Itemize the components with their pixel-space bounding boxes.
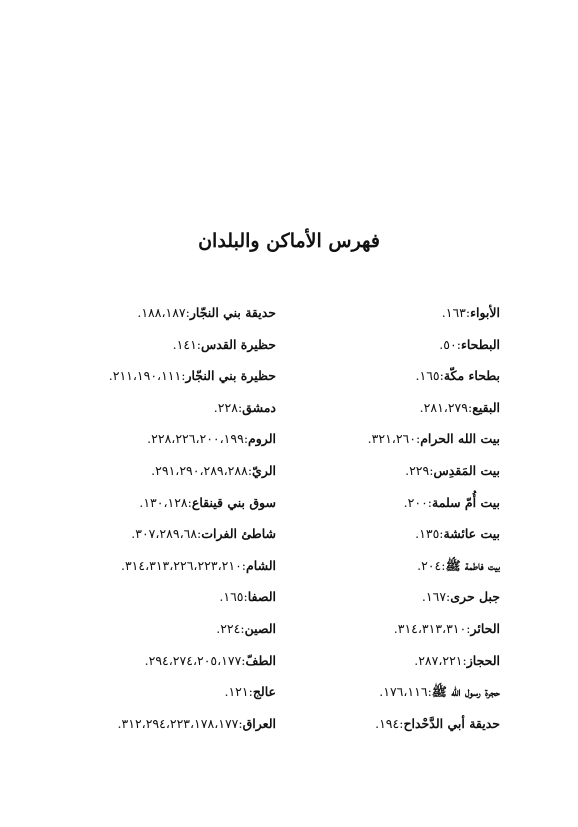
page-numbers: :٣٢١،٢٦٠. [367,431,421,447]
index-entry [66,300,276,332]
place-name: بيت المَقدِس [433,462,500,478]
page-numbers: :١٦٥. [415,368,444,384]
index-entry [260,616,500,648]
page-numbers: :١٨٨،١٨٧. [137,305,190,320]
index-entry [260,490,500,522]
place-name: بيت فاطمة ﷺ [445,557,500,573]
page-numbers: :١٣٥. [415,526,444,542]
index-entry [260,395,500,427]
place-name: حديقة بني النجّار [189,305,276,320]
page-numbers: :١٣٠،١٢٨. [139,494,192,510]
index-entry [66,553,276,585]
place-name: عالج [252,684,276,700]
page-numbers: :٢٠٤. [417,557,446,573]
page-numbers: :٢٢٩. [405,462,434,478]
page-numbers: :٢٩٤،٢٧٤،٢٠٥،١٧٧. [144,652,246,668]
index-entry [66,616,276,648]
page-numbers: :٣١٤،٣١٣،٣١٠. [393,620,471,636]
place-name: سوق بني قينقاع [191,494,276,510]
index-entry [260,300,500,332]
page-title: فهرس الأماكن والبلدان [198,230,380,252]
place-name: الأبواء [470,305,500,320]
place-name: بطحاء مكّة [443,368,500,384]
index-entry [66,332,276,364]
index-entry [260,521,500,553]
place-name: بيت أُمّ سلمة [432,494,500,510]
page-numbers: :٢٨٧،٢٢١. [414,652,467,668]
page-numbers: :٢٢٨،٢٢٦،٢٠٠،١٩٩. [147,431,249,447]
index-entry [260,679,500,711]
index-column-right [260,300,500,742]
page-numbers: :١٤١. [172,336,202,352]
index-entry [260,332,500,364]
page-numbers: :١٧٦،١١٦. [379,684,432,700]
page-numbers: :٢٢٨. [213,399,243,415]
page-numbers: :٢١١،١٩٠،١١١. [108,368,186,384]
index-entry [260,363,500,395]
index-entry [260,426,500,458]
page-numbers: :١٦٥. [219,589,248,605]
place-name: الريّ [252,462,276,478]
place-name: حظيرة بني النجّار [185,368,276,384]
page-numbers: :٣١٤،٣١٣،٢٢٦،٢٢٣،٢١٠. [120,557,247,573]
page-numbers: :٢٩١،٢٩٠،٢٨٩،٢٨٨. [151,462,253,478]
index-entry [260,711,500,743]
place-name: دمشق [242,399,276,415]
page-numbers: :١٦٣. [441,305,471,320]
page-numbers: :٥٠. [439,336,461,352]
page-numbers: :٣٠٧،٢٨٩،٦٨. [131,526,202,542]
index-entry [66,426,276,458]
page-numbers: :٣١٢،٢٩٤،٢٢٣،١٧٨،١٧٧. [117,715,243,731]
index-entry [66,395,276,427]
place-name: بيت عائشة [443,526,500,542]
index-entry [260,584,500,616]
place-name: حديقة أبي الدَّحْداح [403,715,500,731]
place-name: حجرة رسول الله ﷺ [431,684,500,700]
place-name: الحجاز [466,652,500,668]
index-entry [66,458,276,490]
place-name: الصين [244,620,276,636]
index-entry [66,648,276,680]
index-entry [66,490,276,522]
page-numbers: :٢٢٤. [216,620,245,636]
place-name: الشام [246,557,276,573]
index-entry [260,458,500,490]
index-entry [66,711,276,743]
place-name: حظيرة القدس [201,336,276,352]
place-name: الطفّ [245,652,276,668]
page-numbers: :١٦٧. [421,589,451,605]
index-entry [260,553,500,585]
place-name: الحائر [470,620,500,636]
place-name: العراق [242,715,276,731]
page-numbers: :١٢١. [224,684,253,700]
place-name: الروم [248,431,276,447]
page-numbers: :٢٠٠. [403,494,433,510]
place-name: البقيع [472,399,500,415]
index-entry [66,679,276,711]
page-numbers: :١٩٤. [375,715,404,731]
index-entry [66,521,276,553]
index-entry [66,584,276,616]
place-name: جبل حرى [450,589,500,605]
page-numbers: :٢٨١،٢٧٩. [419,399,473,415]
place-name: بيت الله الحرام [420,431,500,447]
index-entry [260,648,500,680]
index-column-left [66,300,276,742]
place-name: شاطئ الفرات [201,526,276,542]
place-name: البطحاء [460,336,500,352]
place-name: الصفا [247,589,276,605]
index-entry [66,363,276,395]
